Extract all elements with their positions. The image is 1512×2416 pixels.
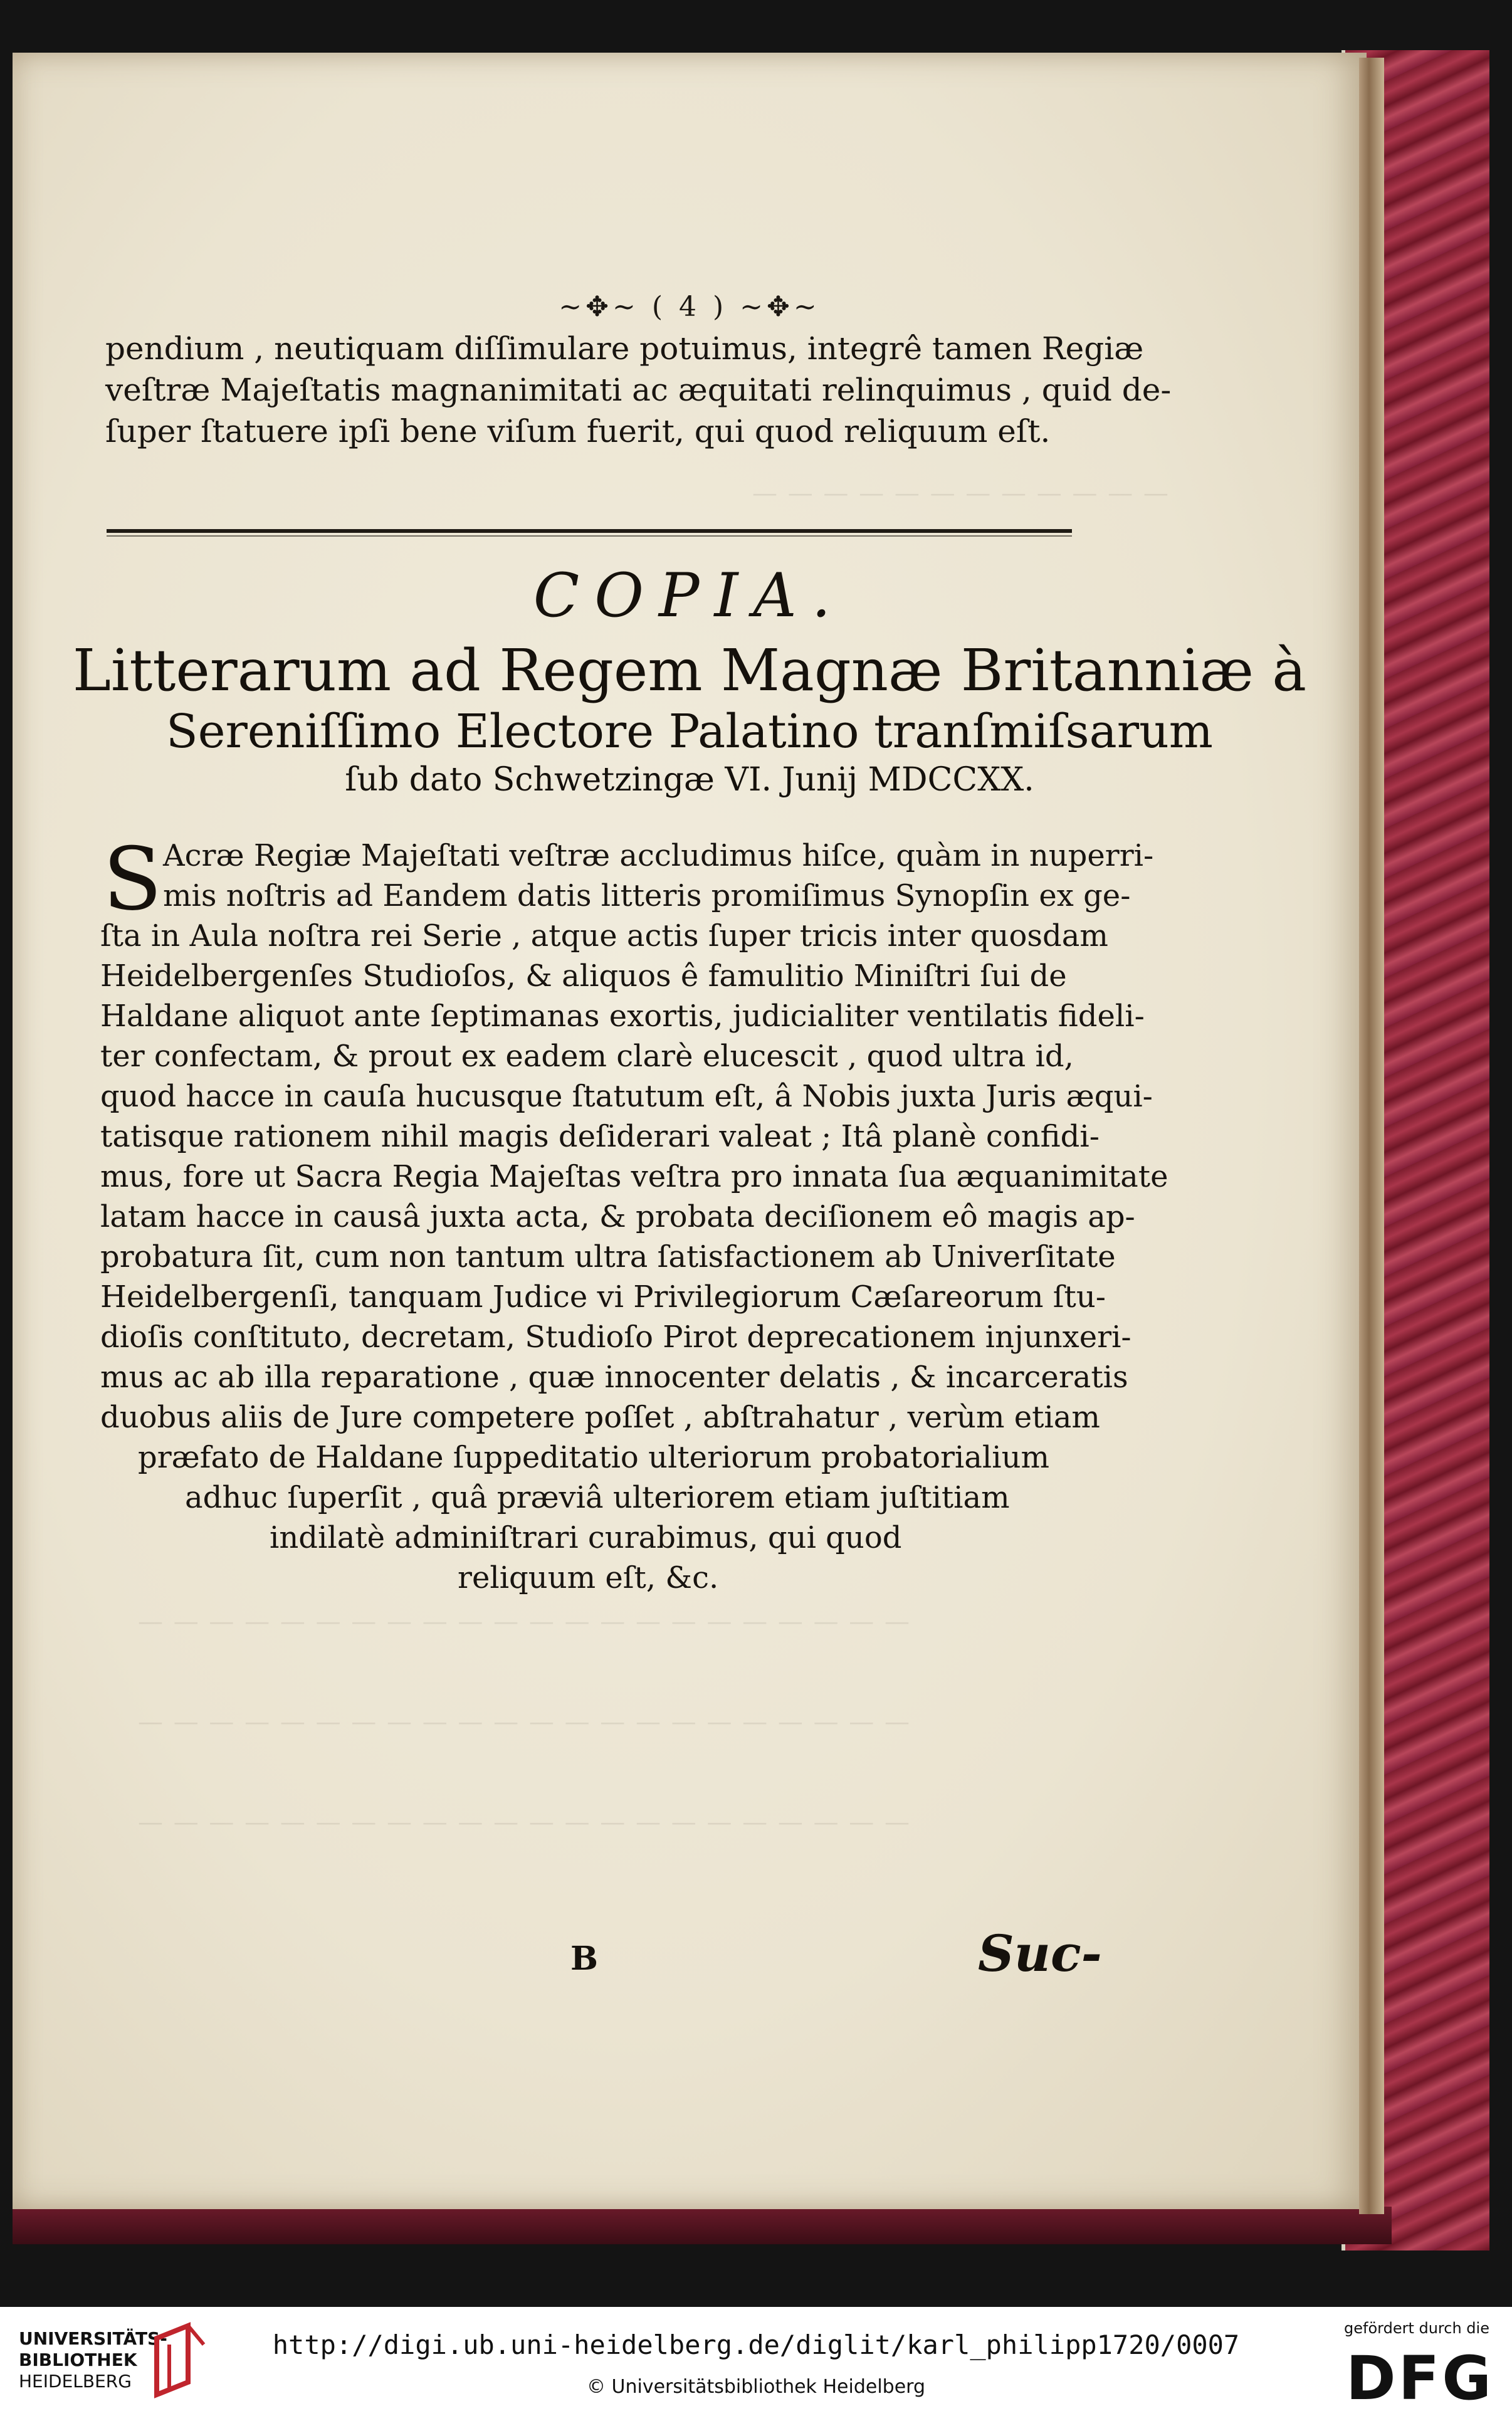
permalink-url[interactable]: http://digi.ub.uni-heidelberg.de/diglit/karl_philipp1720/0007 [272, 2329, 1240, 2360]
body-line: reliquum eſt, &c. [458, 1560, 719, 1595]
bleed-through-text: — — — — — — — — — — — — [752, 479, 1170, 508]
body-line: ſta in Aula noſtra rei Serie , atque actis ſuper tricis inter quosdam [100, 918, 1108, 953]
section-rule-thin [107, 535, 1072, 537]
page-number: ( 4 ) [651, 291, 728, 323]
library-name-line-3: HEIDELBERG [19, 2371, 132, 2392]
body-line: dioſis conſtituto, decretam, Studioſo Pirot deprecationem injunxeri- [100, 1320, 1131, 1355]
body-line: præfato de Haldane ſuppeditatio ulteriorum probatorialium [138, 1440, 1050, 1475]
page-number-header [13, 291, 1367, 323]
copyright-notice: © Universitätsbibliothek Heidelberg [586, 2376, 925, 2398]
body-line: ter confectam, & prout ex eadem clarè elucescit , quod ultra id, [100, 1039, 1074, 1074]
title-line-2: Sereniſſimo Electore Palatino tranſmiſsarum [166, 705, 1213, 759]
section-rule [107, 529, 1072, 533]
body-line: mis noſtris ad Eandem datis litteris promiſimus Synopſin ex ge- [163, 878, 1131, 913]
body-line: adhuc ſuperſit , quâ præviâ ulteriorem etiam juſtitiam [185, 1480, 1010, 1515]
book-page [13, 53, 1367, 2209]
body-line: Acræ Regiæ Majeſtati veſtræ accludimus hiſce, quàm in nuperri- [163, 838, 1154, 873]
intro-line: ſuper ſtatuere ipſi bene viſum fuerit, qui quod reliquum eſt. [105, 413, 1051, 449]
title-line-1: Litterarum ad Regem Magnæ Britanniæ à [72, 637, 1307, 704]
bleed-through-text: — — — — — — — — — — — — — — — — — — — — — — [138, 1607, 911, 1636]
bleed-through-text: — — — — — — — — — — — — — — — — — — — — — — [138, 1808, 911, 1837]
cover-bottom-edge [13, 2207, 1392, 2244]
body-line: mus ac ab illa reparatione , quæ innocenter delatis , & incarceratis [100, 1360, 1128, 1395]
body-line: latam hacce in causâ juxta acta, & probata deciſionem eô magis ap- [100, 1199, 1135, 1234]
intro-line: pendium , neutiquam diſſimulare potuimus, integrê tamen Regiæ [105, 330, 1144, 367]
body-line: mus, fore ut Sacra Regia Majeſtas veſtra pro innata ſua æquanimitate [100, 1159, 1168, 1194]
body-line: Heidelbergenſi, tanquam Judice vi Privilegiorum Cæſareorum ſtu- [100, 1279, 1106, 1315]
bleed-through-text: — — — — — — — — — — — — — — — — — — — — — — [138, 1708, 911, 1736]
funding-label: gefördert durch die [1344, 2319, 1489, 2337]
footer-bar [0, 2307, 1512, 2416]
body-line: probatura ſit, cum non tantum ultra ſatisfactionem ab Univerſitate [100, 1239, 1116, 1274]
body-line: indilatè adminiſtrari curabimus, qui quod [270, 1520, 902, 1555]
body-line: tatisque rationem nihil magis deſiderari valeat ; Itâ planè confidi- [100, 1119, 1100, 1154]
catchword: Suc- [978, 1924, 1102, 1983]
body-line: Haldane aliquot ante ſeptimanas exortis, judicialiter ventilatis fideli- [100, 999, 1145, 1034]
library-name-line-1: UNIVERSITÄTS- [19, 2328, 167, 2349]
copia-heading: COPIA. [533, 560, 846, 631]
body-line: Heidelbergenſes Studioſos, & aliquos ê famulitio Miniſtri ſui de [100, 959, 1067, 994]
drop-capital: S [103, 829, 162, 930]
signature-mark: B [570, 1940, 598, 1978]
dfg-logo: DFG [1345, 2343, 1494, 2413]
body-line: duobus aliis de Jure competere poſſet , abſtrahatur , verùm etiam [100, 1400, 1100, 1435]
library-name-line-2: BIBLIOTHEK [19, 2350, 137, 2370]
page-fore-edge [1359, 58, 1384, 2214]
intro-line: veſtræ Majeſtatis magnanimitati ac æquitati relinquimus , quid de- [105, 372, 1172, 408]
header-ornament-right: ~✥~ [727, 291, 821, 323]
title-line-3: ſub dato Schwetzingæ VI. Junij MDCCXX. [345, 761, 1034, 799]
body-line: quod hacce in cauſa hucusque ſtatutum eſt, â Nobis juxta Juris æqui- [100, 1079, 1153, 1114]
header-ornament-left: ~✥~ [559, 291, 652, 323]
